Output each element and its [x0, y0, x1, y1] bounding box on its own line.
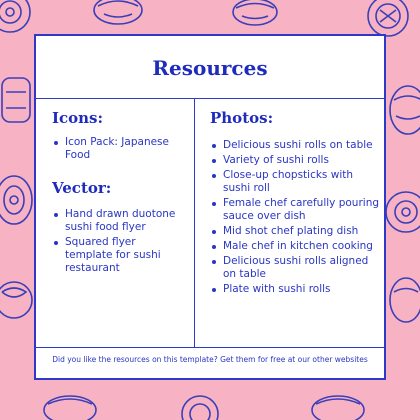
sushi-roll-icon	[0, 0, 30, 32]
sushi-roll-icon	[368, 0, 408, 36]
column-divider	[194, 98, 195, 347]
sushi-roll-icon	[0, 282, 32, 318]
photos-heading: Photos:	[210, 109, 274, 127]
sushi-roll-icon	[44, 396, 96, 420]
photos-list	[210, 139, 380, 298]
list-item: Mid shot chef plating dish	[210, 225, 380, 238]
sushi-roll-icon	[390, 86, 420, 134]
footer-note: Did you like the resources on this template? Get them for free at our other websites	[52, 355, 368, 364]
list-item: Hand drawn duotone sushi food flyer	[52, 208, 180, 234]
sushi-roll-icon	[390, 278, 420, 322]
list-item: Plate with sushi rolls	[210, 283, 380, 296]
list-item: Variety of sushi rolls	[210, 154, 380, 167]
resources-card	[34, 34, 386, 380]
vector-list	[52, 208, 180, 277]
sushi-roll-icon	[233, 0, 277, 25]
sushi-roll-icon	[386, 192, 420, 232]
divider	[36, 98, 384, 99]
list-item: Male chef in kitchen cooking	[210, 240, 380, 253]
sushi-roll-icon	[182, 396, 218, 420]
list-item: Delicious sushi rolls on table	[210, 139, 380, 152]
icons-heading: Icons:	[52, 109, 104, 127]
list-item: Icon Pack: Japanese Food	[52, 136, 186, 162]
divider	[36, 347, 384, 348]
list-item: Delicious sushi rolls aligned on table	[210, 255, 380, 281]
vector-heading: Vector:	[52, 179, 112, 197]
page-title: Resources	[152, 56, 268, 80]
sushi-roll-icon	[312, 396, 364, 420]
list-item: Female chef carefully pouring sauce over dish	[210, 197, 380, 223]
list-item: Squared flyer template for sushi restaurant	[52, 236, 180, 275]
sushi-roll-icon	[94, 0, 142, 24]
sushi-roll-icon	[2, 78, 30, 122]
list-item: Close-up chopsticks with sushi roll	[210, 169, 380, 195]
sushi-roll-icon	[0, 176, 32, 224]
icons-list	[52, 136, 186, 164]
